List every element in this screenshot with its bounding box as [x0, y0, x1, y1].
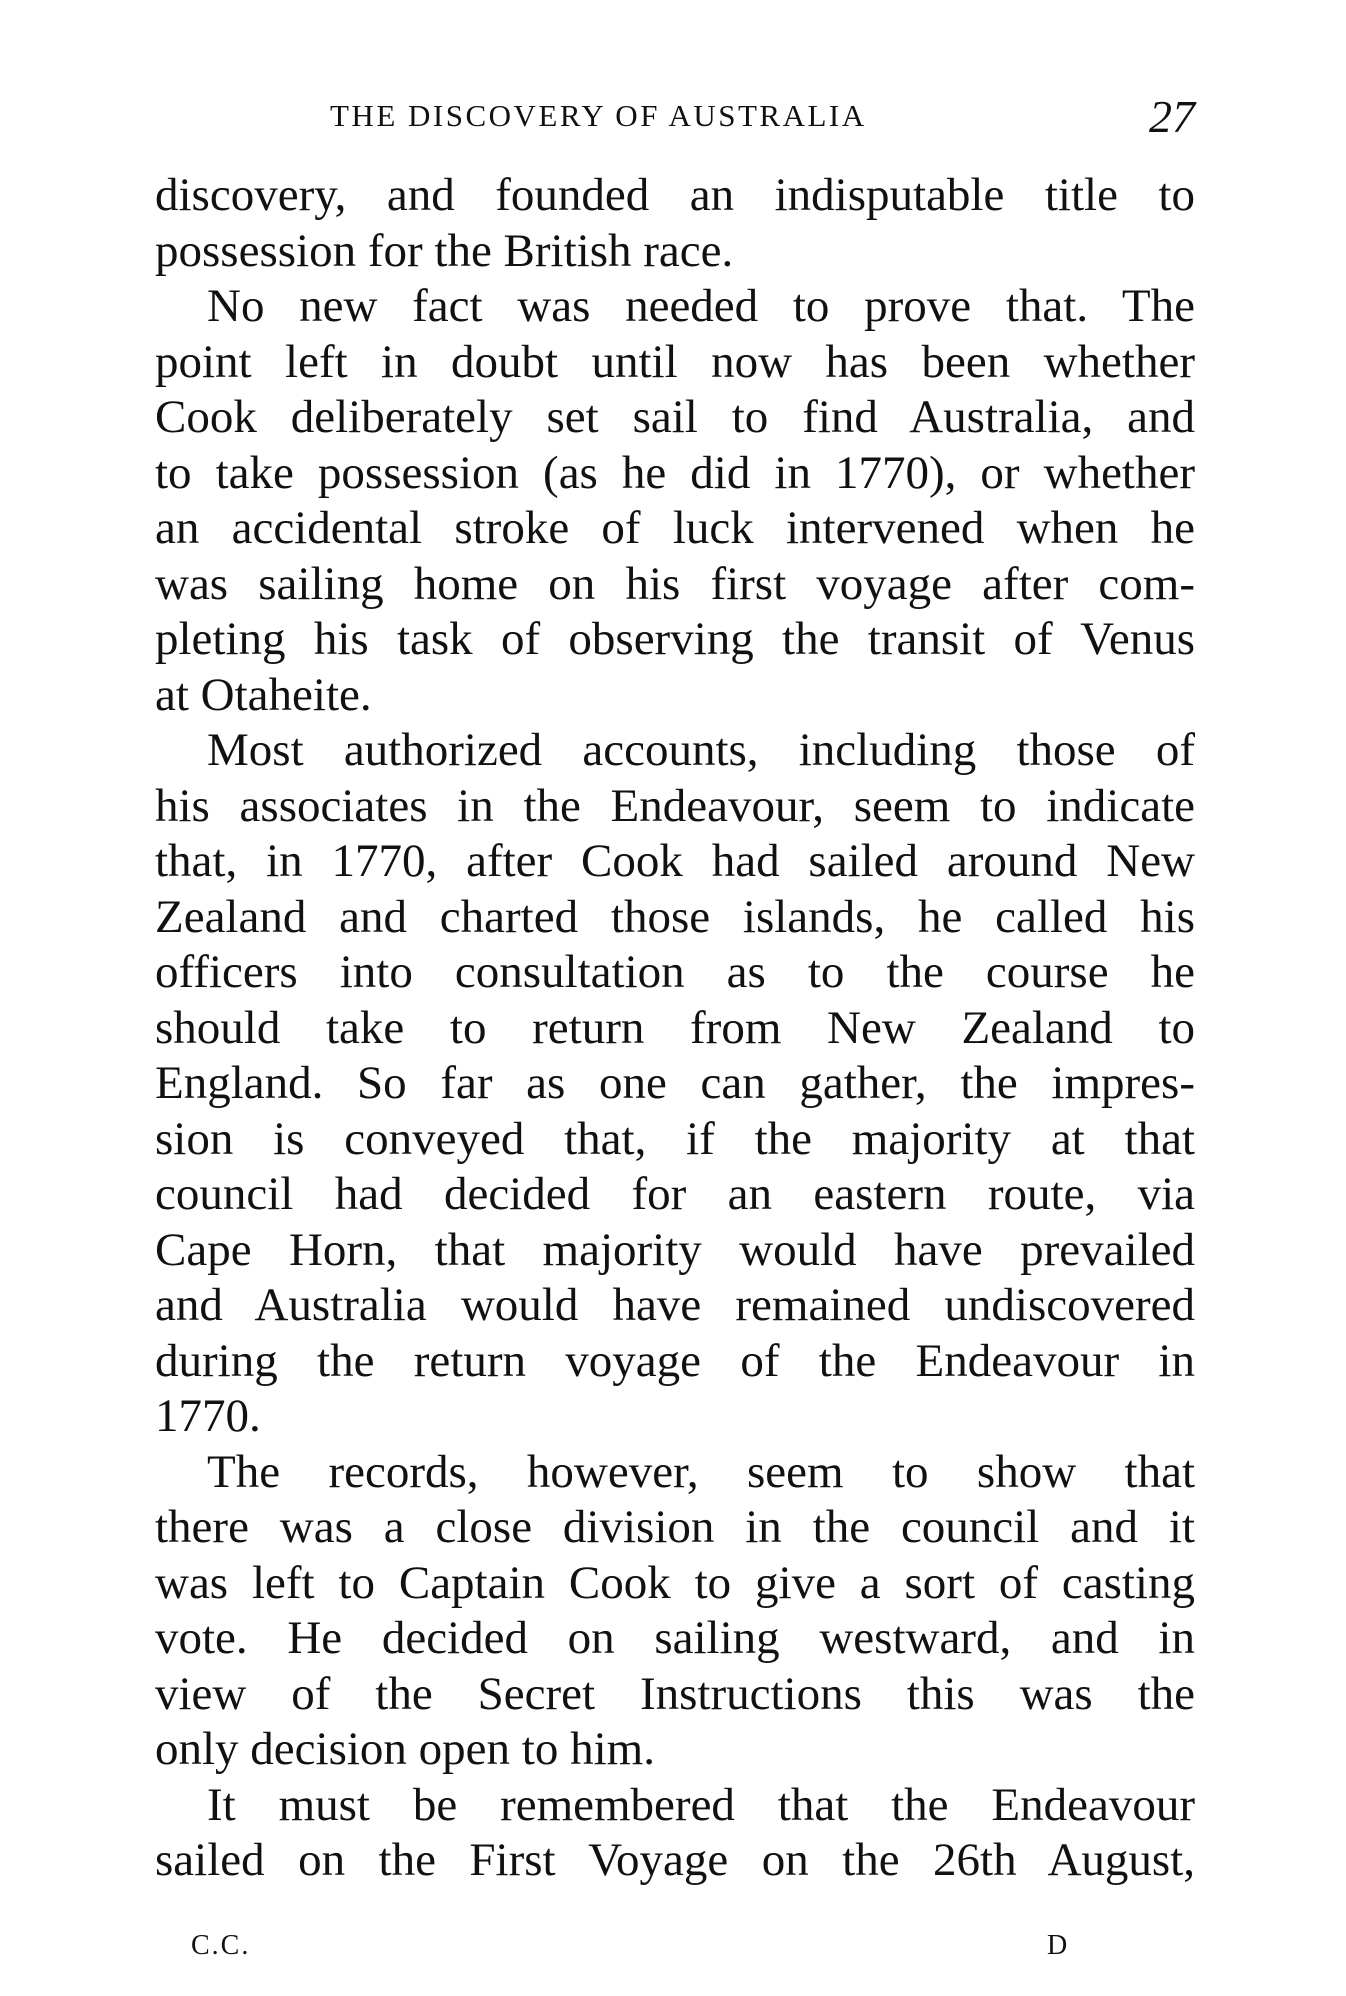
text-line: discovery, and founded an indisputable title to	[155, 169, 1195, 221]
text-line: 1770.	[155, 1390, 261, 1442]
text-line: officers into consultation as to the course he	[155, 946, 1195, 998]
text-line: pleting his task of observing the transit of Venus	[155, 613, 1195, 665]
running-head	[155, 90, 1195, 150]
text-line: England. So far as one can gather, the impres-	[155, 1057, 1195, 1109]
text-line: during the return voyage of the Endeavour in	[155, 1334, 1195, 1387]
text-line: Cape Horn, that majority would have prevailed	[155, 1223, 1195, 1276]
text-line: at Otaheite.	[155, 668, 372, 721]
page-number: 27	[1149, 91, 1195, 142]
text-line: Most authorized accounts, including those of	[207, 724, 1195, 776]
text-line: was left to Captain Cook to give a sort of casting	[155, 1556, 1195, 1609]
text-line: an accidental stroke of luck intervened when he	[155, 502, 1195, 554]
text-line: No new fact was needed to prove that. The	[207, 280, 1195, 332]
text-line: view of the Secret Instructions this was the	[155, 1667, 1195, 1720]
text-line: Cook deliberately set sail to find Australia, and	[155, 391, 1195, 443]
text-line: council had decided for an eastern route, via	[155, 1168, 1195, 1220]
text-line: and Australia would have remained undiscovered	[155, 1279, 1195, 1331]
page-footer	[155, 1930, 1195, 1970]
text-line: The records, however, seem to show that	[207, 1445, 1195, 1498]
text-line: that, in 1770, after Cook had sailed around New	[155, 835, 1195, 887]
sheet-letter: D	[1047, 1930, 1068, 1961]
text-line: there was a close division in the council and it	[155, 1501, 1195, 1553]
text-line: sailed on the First Voyage on the 26th August,	[155, 1834, 1195, 1886]
body-text	[155, 168, 1195, 1889]
signature-mark: C.C.	[191, 1930, 251, 1961]
text-line: was sailing home on his first voyage after com-	[155, 557, 1195, 610]
text-line: his associates in the Endeavour, seem to indicate	[155, 779, 1195, 832]
text-line: possession for the British race.	[155, 224, 734, 277]
text-line: vote. He decided on sailing westward, and in	[155, 1612, 1195, 1664]
text-line: only decision open to him.	[155, 1723, 655, 1775]
text-line: point left in doubt until now has been whether	[155, 335, 1195, 388]
text-line: to take possession (as he did in 1770), or whether	[155, 446, 1195, 499]
text-line: It must be remembered that the Endeavour	[207, 1778, 1195, 1831]
running-title: THE DISCOVERY OF AUSTRALIA	[330, 98, 867, 133]
text-line: Zealand and charted those islands, he called his	[155, 890, 1195, 943]
text-line: sion is conveyed that, if the majority at that	[155, 1112, 1195, 1165]
text-line: should take to return from New Zealand to	[155, 1001, 1195, 1054]
